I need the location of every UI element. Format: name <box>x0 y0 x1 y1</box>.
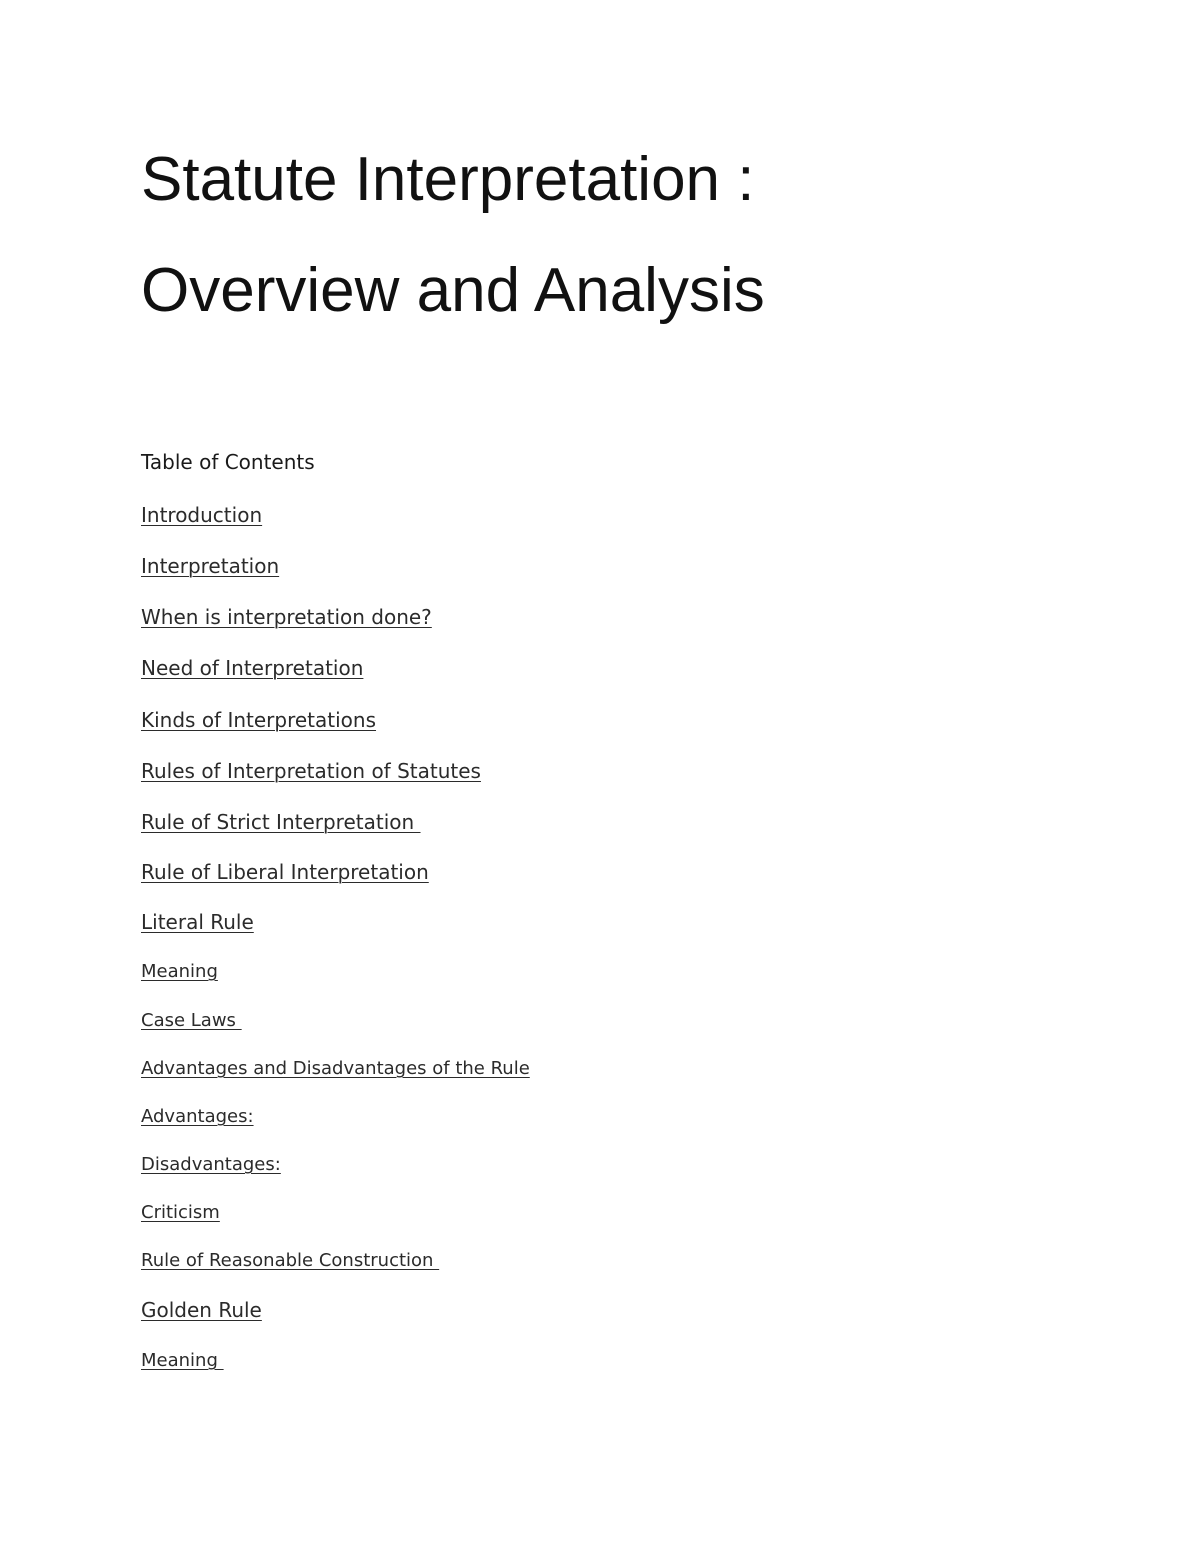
toc-link-introduction[interactable]: Introduction <box>141 503 263 527</box>
toc-link-rule-of-reasonable-construction[interactable]: Rule of Reasonable Construction <box>141 1250 440 1271</box>
toc-link-kinds-of-interpretations[interactable]: Kinds of Interpretations <box>141 708 377 732</box>
toc-link-golden-rule[interactable]: Golden Rule <box>141 1298 262 1322</box>
toc-link-need-of-interpretation[interactable]: Need of Interpretation <box>141 656 364 680</box>
toc-link-criticism[interactable]: Criticism <box>141 1202 220 1223</box>
toc-link-interpretation[interactable]: Interpretation <box>141 554 280 578</box>
toc-link-meaning[interactable]: Meaning <box>141 961 218 982</box>
toc-link-when-is-interpretation-done[interactable]: When is interpretation done? <box>141 605 432 629</box>
toc-link-rule-of-liberal-interpretation[interactable]: Rule of Liberal Interpretation <box>141 860 429 884</box>
toc-link-advantages[interactable]: Advantages: <box>141 1106 254 1127</box>
toc-link-rules-of-interpretation[interactable]: Rules of Interpretation of Statutes <box>141 759 481 783</box>
toc-link-literal-rule[interactable]: Literal Rule <box>141 910 254 934</box>
toc-link-disadvantages[interactable]: Disadvantages: <box>141 1154 281 1175</box>
toc-link-meaning-2[interactable]: Meaning <box>141 1350 224 1371</box>
document-title-line-1: Statute Interpretation : <box>141 145 755 214</box>
toc-link-rule-of-strict-interpretation[interactable]: Rule of Strict Interpretation <box>141 810 421 834</box>
toc-link-case-laws[interactable]: Case Laws <box>141 1010 242 1031</box>
toc-heading: Table of Contents <box>141 450 315 474</box>
toc-link-advantages-and-disadvantages[interactable]: Advantages and Disadvantages of the Rule <box>141 1058 530 1079</box>
document-title-line-2: Overview and Analysis <box>141 256 765 325</box>
